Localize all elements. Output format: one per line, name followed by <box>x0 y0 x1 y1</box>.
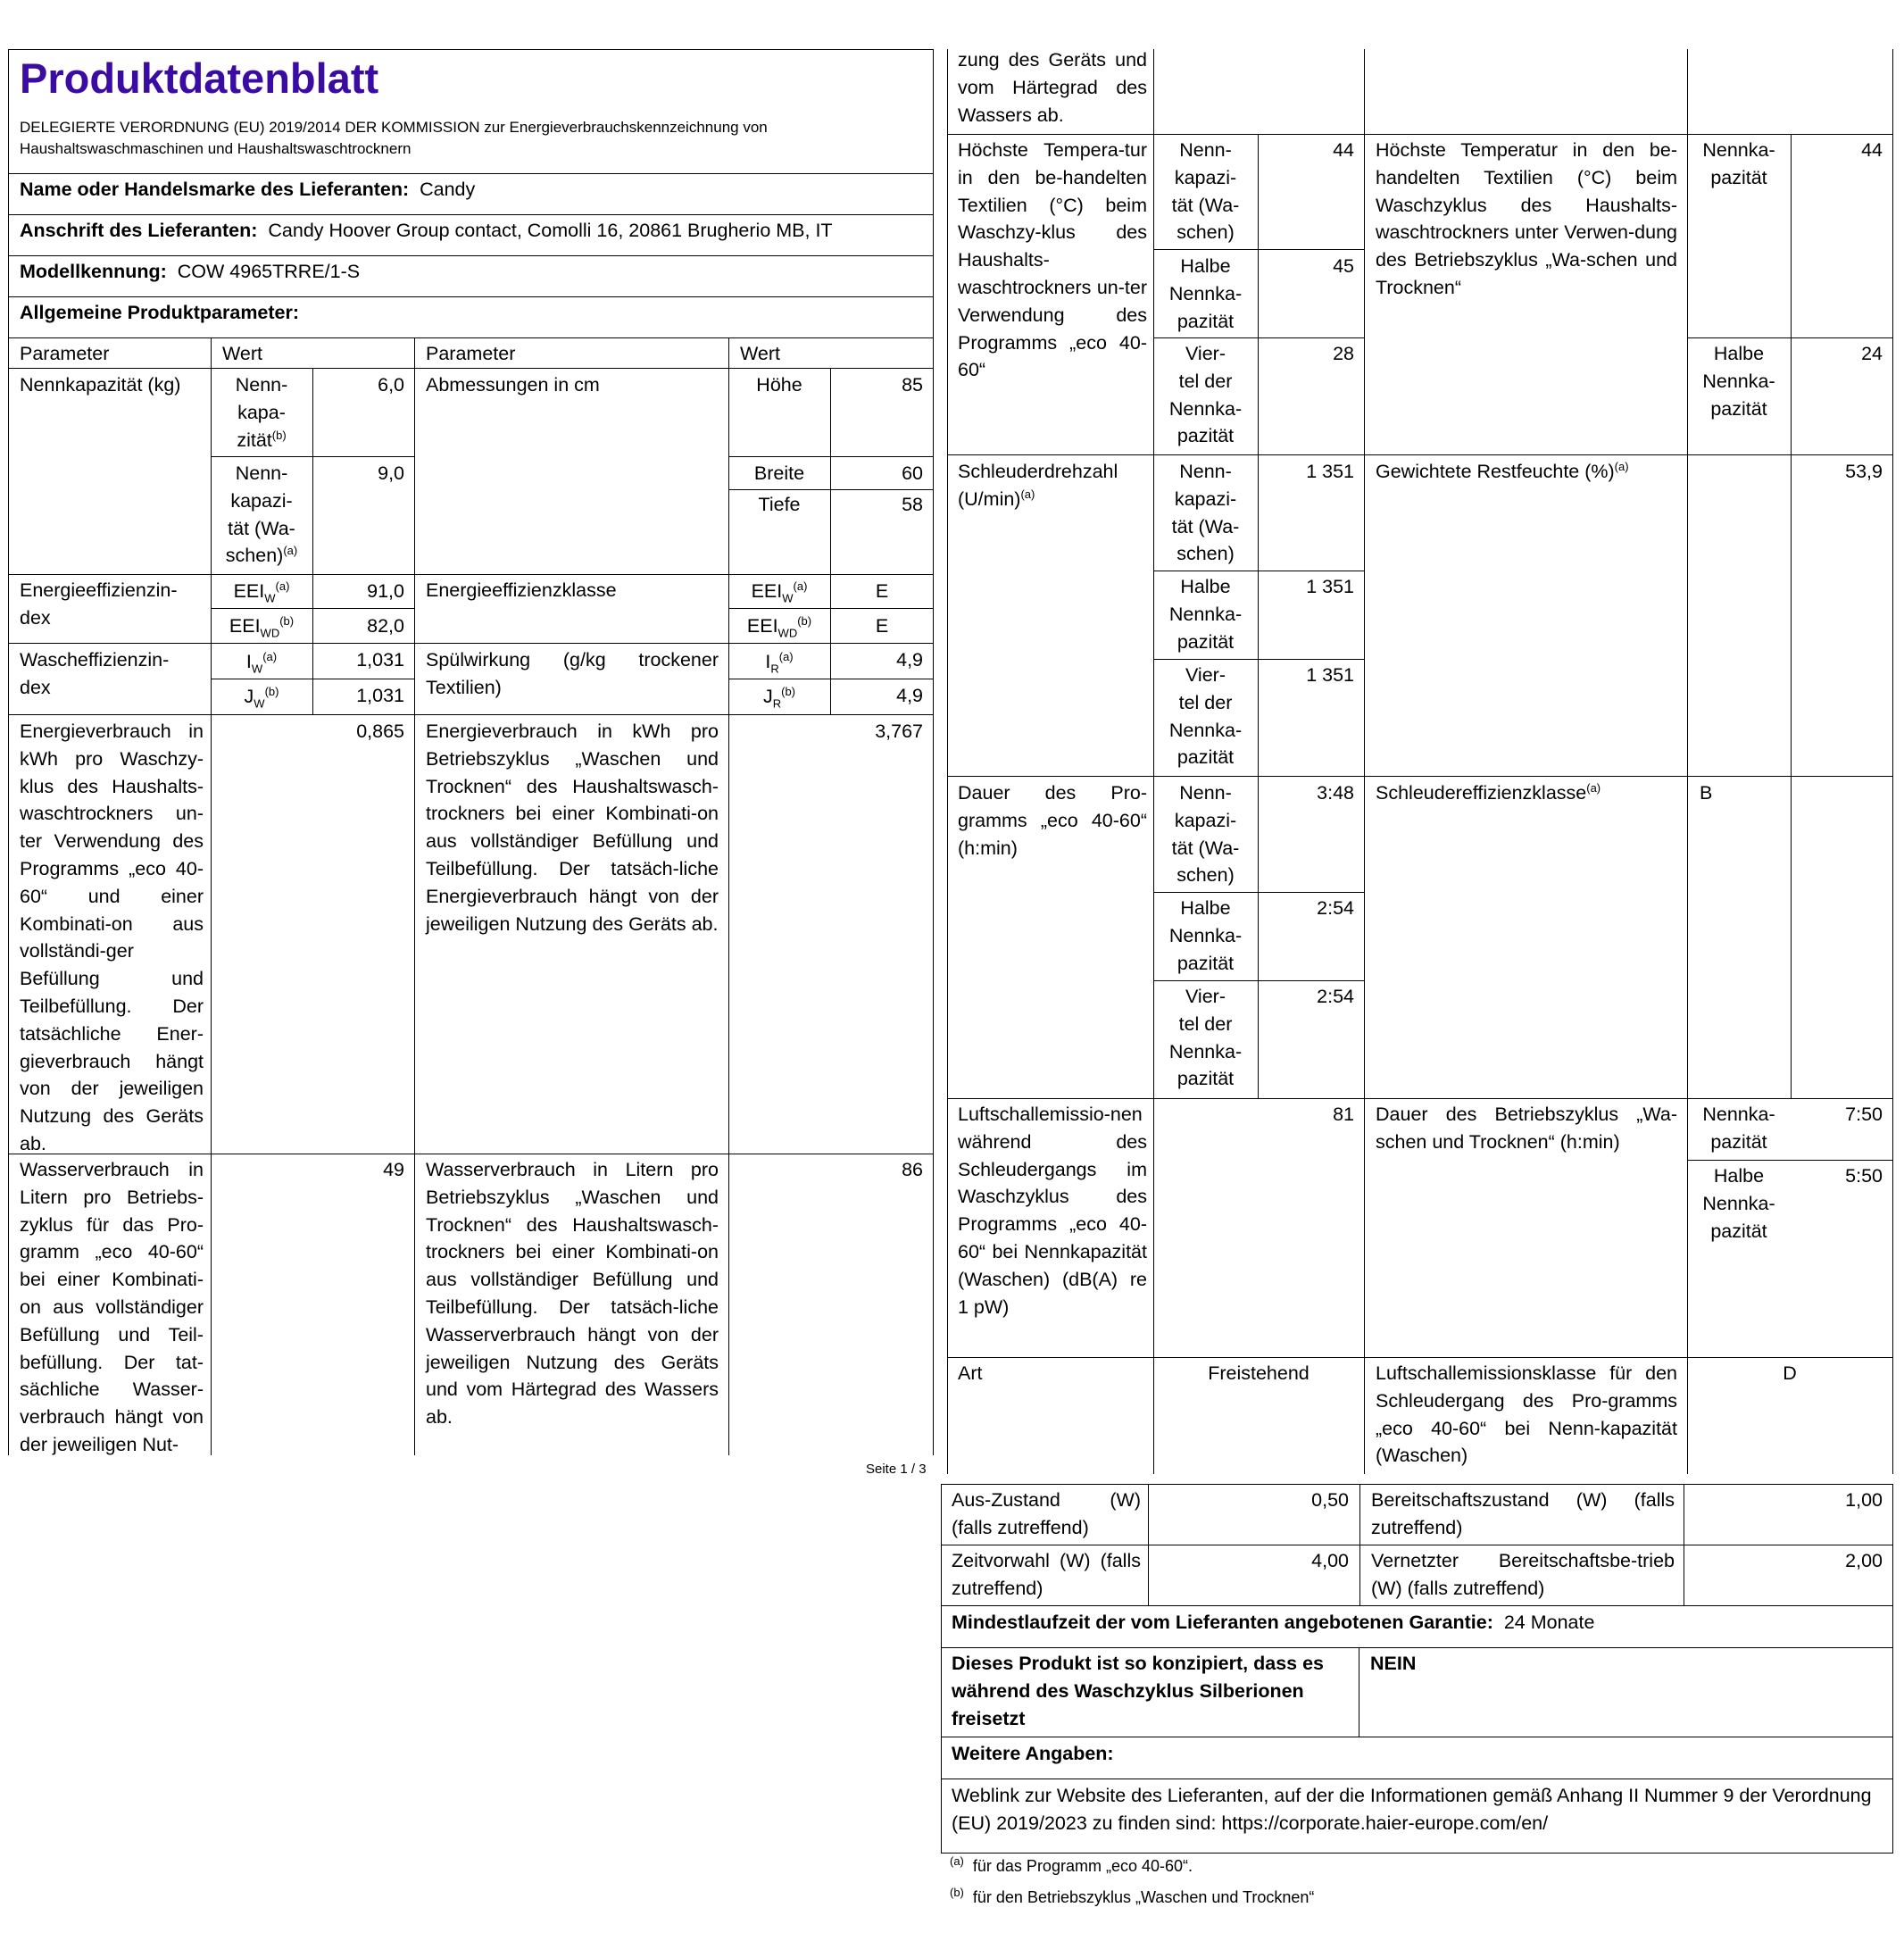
footnote-b-text: für den Betriebszyklus „Waschen und Trocknen“ <box>972 1888 1315 1906</box>
rinse-i-symbol <box>728 648 830 676</box>
divider <box>728 608 934 609</box>
page-title: Produktdatenblatt <box>20 54 379 102</box>
warranty-row <box>952 1609 1880 1637</box>
eclass-wd-sup: (b) <box>797 613 812 628</box>
network-value: 2,00 <box>1845 1550 1883 1571</box>
eei-wd-value: 82,0 <box>367 615 404 637</box>
delay-label: Zeitvorwahl (W) (falls zutreffend) <box>952 1550 1141 1599</box>
energy-cycle-text: Energieverbrauch in kWh pro Betriebszyklus „Waschen und Trocknen“ des Haushaltswasch-trockners bei einer Kombinati-on aus vollständiger Befüllung und Teilbefüllung. Der tatsäch-liche Energieverbrauch hängt von der jeweiligen Nutzung des Geräts ab. <box>426 721 719 935</box>
height-value: 85 <box>902 374 923 396</box>
spin-class-sup: (a) <box>1586 780 1601 795</box>
water-wash-text: Wasserverbrauch in Litern pro Betriebs-zyklus für das Pro-gramm „eco 40-60“ bei einer Kombinati-on aus vollständiger Befüllung und Teil-befüllung. Der tat-sächliche Wasser-verbrauch hängt von der jeweiligen Nut- <box>20 1159 204 1455</box>
wash-eff-i-symbol <box>211 648 312 676</box>
nominal-sub-1-sup: (b) <box>271 428 287 442</box>
standby-label: Bereitschaftszustand (W) (falls zutreffend) <box>1371 1489 1675 1538</box>
energy-class-label: Energieeffizienzklasse <box>426 579 617 601</box>
nominal-capacity-label: Nennkapazität (kg) <box>20 374 181 396</box>
footnote-b <box>950 1887 1314 1908</box>
eei-w-base: EEI <box>233 580 265 602</box>
divider <box>1687 49 1688 1474</box>
cycle-duration-sub-2: Halbe Nennka- pazität <box>1702 1165 1775 1242</box>
footnote-b-mark: (b) <box>950 1886 964 1899</box>
temp-wash-value-2: 45 <box>1333 255 1354 277</box>
rinse-j-sub: R <box>772 696 782 711</box>
temp-cycle-text: Höchste Temperatur in den be-handelten Textilien (°C) beim Waschzyklus des Haushalts-waschtrockners unter Verwen-dung des Betriebszyklus „Wa-schen und Trocknen“ <box>1376 139 1677 298</box>
page-number: Seite 1 / 3 <box>866 1462 927 1477</box>
moisture-label: Gewichtete Restfeuchte (%) <box>1376 461 1615 482</box>
divider <box>8 214 934 215</box>
divider <box>8 173 934 174</box>
divider <box>1153 659 1364 660</box>
divider <box>8 368 934 369</box>
nominal-sub-1-text: Nenn- kapa- zität <box>235 374 288 451</box>
divider <box>1892 49 1893 1474</box>
cycle-duration-value-1: 7:50 <box>1845 1104 1883 1125</box>
divider <box>941 1647 1893 1648</box>
spin-text <box>958 458 1147 513</box>
eei-wd-symbol <box>211 612 312 640</box>
water-wash-value: 49 <box>383 1159 404 1180</box>
nominal-value-1: 6,0 <box>378 374 404 396</box>
eclass-wd-sub: WD <box>777 626 798 640</box>
divider <box>947 1098 1893 1099</box>
off-mode-value: 0,50 <box>1311 1489 1349 1511</box>
temp-cycle-sub-2: Halbe Nennka- pazität <box>1702 343 1775 420</box>
cycle-duration-sub-1: Nennka- pazität <box>1702 1104 1775 1153</box>
water-cycle-text: Wasserverbrauch in Litern pro Betriebszyklus „Waschen und Trocknen“ des Haushaltswasch-trockners bei einer Kombinati-on aus vollständiger Befüllung und Teilbefüllung. Der tatsäch-liche Wasserverbrauch hängt von der jeweiligen Nutzung des Geräts und vom Härtegrad des Wassers ab. <box>426 1159 719 1429</box>
spin-value-2: 1 351 <box>1306 576 1354 597</box>
wash-eff-i-value: 1,031 <box>356 649 404 671</box>
water-cycle-value: 86 <box>902 1159 923 1180</box>
general-params-heading: Allgemeine Produktparameter: <box>20 302 300 323</box>
dimensions-label: Abmessungen in cm <box>426 374 600 396</box>
duration-sub-1: Nenn- kapazi- tät (Wa- schen) <box>1171 782 1240 887</box>
footnote-a-text: für das Programm „eco 40-60“. <box>972 1857 1193 1875</box>
spin-sub-3: Vier- tel der Nennka- pazität <box>1168 664 1243 769</box>
moisture-sup: (a) <box>1614 459 1629 473</box>
supplier-row <box>20 176 921 204</box>
network-label: Vernetzter Bereitschaftsbe-trieb (W) (falls zutreffend) <box>1371 1550 1675 1599</box>
eei-wd-sup: (b) <box>279 613 295 628</box>
standby-value: 1,00 <box>1845 1489 1883 1511</box>
eei-w-sup: (a) <box>275 579 290 593</box>
rinse-label: Spülwirkung (g/kg trockener Textilien) <box>426 649 719 698</box>
divider <box>947 49 948 1474</box>
rinse-j-value: 4,9 <box>896 685 923 706</box>
silver-label: Dieses Produkt ist so konzipiert, dass es während des Waschzyklus Silberionen freisetzt <box>952 1653 1325 1729</box>
temp-wash-text: Höchste Tempera-tur in den be-handelten Textilien (°C) beim Waschzy-klus des Haushalts-waschtrockners un-ter Verwendung des Programms „eco 40-60“ <box>958 139 1147 381</box>
address-label: Anschrift des Lieferanten: <box>20 220 258 241</box>
temp-cycle-sub-1: Nennka- pazität <box>1702 139 1775 188</box>
divider <box>1687 337 1892 338</box>
divider <box>1153 892 1364 893</box>
eei-wd-base: EEI <box>229 615 261 637</box>
eei-w-sub: W <box>264 591 276 605</box>
eclass-wd-value: E <box>875 615 889 637</box>
temp-cycle-value-2: 24 <box>1861 343 1883 364</box>
divider <box>8 255 934 256</box>
eclass-w-value: E <box>875 580 889 602</box>
nominal-sub-2 <box>211 460 312 570</box>
divider <box>8 714 934 715</box>
divider <box>1687 1160 1892 1161</box>
wash-eff-j-sup: (b) <box>264 684 279 698</box>
supplier-label: Name oder Handelsmarke des Lieferanten: <box>20 179 410 200</box>
noise-text: Luftschallemissio-nen während des Schleudergangs im Waschzyklus des Programms „eco 40-60“ bei Nennkapazität (Waschen) (dB(A) re 1 pW) <box>958 1104 1147 1318</box>
spin-value-1: 1 351 <box>1306 461 1354 482</box>
moisture-value: 53,9 <box>1845 461 1883 482</box>
footnote-a <box>950 1855 1193 1877</box>
spin-label: Schleuderdrehzahl (U/min) <box>958 461 1118 510</box>
eei-label: Energieeffizienzin- dex <box>20 579 178 629</box>
wash-eff-i-base: I <box>245 651 252 672</box>
warranty-label: Mindestlaufzeit der vom Lieferanten angebotenen Garantie: <box>952 1612 1493 1633</box>
depth-value: 58 <box>902 494 923 515</box>
duration-text: Dauer des Pro-gramms „eco 40-60“ (h:min) <box>958 782 1147 859</box>
rinse-i-value: 4,9 <box>896 649 923 671</box>
model-value: COW 4965TRRE/1-S <box>177 261 361 282</box>
wash-eff-j-base: J <box>244 686 254 707</box>
rinse-j-base: J <box>762 686 773 707</box>
duration-sub-2: Halbe Nennka- pazität <box>1168 897 1243 974</box>
width-value: 60 <box>902 462 923 484</box>
cycle-duration-value-2: 5:50 <box>1845 1165 1883 1187</box>
noise-value: 81 <box>1333 1104 1354 1125</box>
divider <box>414 337 415 1455</box>
divider <box>1153 980 1364 981</box>
cycle-duration-text: Dauer des Betriebszyklus „Wa-schen und Trocknen“ (h:min) <box>1376 1104 1677 1153</box>
header-param-1: Parameter <box>20 343 110 364</box>
divider <box>1359 1484 1360 1605</box>
address-row <box>20 217 921 245</box>
model-row <box>20 258 921 286</box>
duration-value-2: 2:54 <box>1317 897 1354 919</box>
energy-wash-value: 0,865 <box>356 721 404 742</box>
nominal-value-2: 9,0 <box>378 462 404 484</box>
off-mode-label: Aus-Zustand (W) (falls zutreffend) <box>952 1489 1141 1538</box>
noise-class-value: D <box>1783 1362 1797 1384</box>
header-param-2: Parameter <box>426 343 516 364</box>
divider <box>947 134 1893 135</box>
divider <box>947 454 1893 455</box>
energy-wash-text: Energieverbrauch in kWh pro Waschzy-klus des Haushalts-waschtrockners un-ter Verwendung des Programms „eco 40-60“ und einer Kombinati-on aus vollständi-ger Befüllung und Teilbefüllung. Der tatsächliche Ener-gieverbrauch hängt von der jeweiligen Nutzung des Geräts ab. <box>20 721 204 1154</box>
model-label: Modellkennung: <box>20 261 167 282</box>
divider <box>1791 134 1792 1099</box>
wash-eff-j-symbol <box>211 683 312 711</box>
spin-class-label: Schleudereffizienzklasse <box>1376 782 1587 804</box>
spin-class-value: B <box>1700 782 1713 804</box>
divider <box>728 489 934 490</box>
divider <box>941 1605 1893 1606</box>
eclass-w-symbol <box>728 578 830 605</box>
eei-w-symbol <box>211 578 312 605</box>
divider <box>1153 249 1364 250</box>
divider <box>8 296 934 297</box>
wash-eff-i-sup: (a) <box>262 649 278 663</box>
divider <box>1153 337 1364 338</box>
energy-cycle-value: 3,767 <box>875 721 923 742</box>
rinse-i-sup: (a) <box>778 649 794 663</box>
nominal-sub-2-text: Nenn- kapazi- tät (Wa- schen) <box>225 462 295 567</box>
more-info-heading: Weitere Angaben: <box>952 1743 1114 1764</box>
footnote-a-mark: (a) <box>950 1854 964 1868</box>
temp-wash-sub-3: Vier- tel der Nennka- pazität <box>1168 343 1243 447</box>
eclass-wd-base: EEI <box>746 615 778 637</box>
spin-sup: (a) <box>1020 487 1035 501</box>
height-label: Höhe <box>756 374 802 396</box>
rinse-j-sup: (b) <box>781 684 796 698</box>
water-wash-continued: zung des Geräts und vom Härtegrad des Wassers ab. <box>958 49 1147 126</box>
eei-w-value: 91,0 <box>367 580 404 602</box>
wash-eff-j-sub: W <box>254 696 265 711</box>
divider <box>947 776 1893 777</box>
divider <box>8 574 934 575</box>
wash-eff-label: Wascheffizienzin- dex <box>20 649 170 698</box>
divider <box>947 1357 1893 1358</box>
supplier-value: Candy <box>420 179 476 200</box>
type-label: Art <box>958 1362 983 1384</box>
depth-label: Tiefe <box>758 494 801 515</box>
regulation-text: DELEGIERTE VERORDNUNG (EU) 2019/2014 DER KOMMISSION zur Energieverbrauchskennzeichnung von Haushaltswaschmaschinen und Haushaltswaschtrocknern <box>20 119 768 157</box>
wash-eff-j-value: 1,031 <box>356 685 404 706</box>
warranty-value: 24 Monate <box>1503 1612 1595 1633</box>
eclass-w-sup: (a) <box>793 579 808 593</box>
header-value-2: Wert <box>740 343 780 364</box>
eclass-w-sub: W <box>782 591 794 605</box>
nominal-sub-2-sup: (a) <box>283 544 298 558</box>
temp-wash-sub-2: Halbe Nennka- pazität <box>1168 255 1243 332</box>
moisture-text <box>1376 458 1677 486</box>
temp-wash-value-1: 44 <box>1333 139 1354 161</box>
divider <box>1364 49 1365 1474</box>
type-value: Freistehend <box>1208 1362 1310 1384</box>
header-value-1: Wert <box>222 343 262 364</box>
temp-wash-sub-1: Nenn- kapazi- tät (Wa- schen) <box>1171 139 1240 244</box>
noise-class-text: Luftschallemissionsklasse für den Schleudergang des Pro-gramms „eco 40-60“ bei Nenn-kapazität (Waschen) <box>1376 1362 1677 1467</box>
temp-wash-value-3: 28 <box>1333 343 1354 364</box>
spin-value-3: 1 351 <box>1306 664 1354 686</box>
eei-wd-sub: WD <box>260 626 280 640</box>
temp-cycle-value-1: 44 <box>1861 139 1883 161</box>
duration-sub-3: Vier- tel der Nennka- pazität <box>1168 986 1243 1090</box>
rinse-j-symbol <box>728 683 830 711</box>
duration-value-3: 2:54 <box>1317 986 1354 1007</box>
width-label: Breite <box>753 462 805 484</box>
spin-class-text <box>1376 779 1677 807</box>
eclass-wd-symbol <box>728 612 830 640</box>
spin-sub-2: Halbe Nennka- pazität <box>1168 576 1243 653</box>
rinse-i-sub: R <box>770 662 779 676</box>
eclass-w-base: EEI <box>751 580 783 602</box>
silver-value: NEIN <box>1370 1653 1417 1674</box>
address-value: Candy Hoover Group contact, Comolli 16, 20861 Brugherio MB, IT <box>268 220 833 241</box>
divider <box>728 456 934 457</box>
wash-eff-i-sub: W <box>251 662 263 676</box>
divider <box>8 337 934 338</box>
rinse-i-base: I <box>765 651 771 672</box>
spin-sub-1: Nenn- kapazi- tät (Wa- schen) <box>1171 461 1240 565</box>
divider <box>8 643 934 644</box>
delay-value: 4,00 <box>1311 1550 1349 1571</box>
nominal-sub-1 <box>211 371 312 454</box>
weblink-text: Weblink zur Website des Lieferanten, auf der die Informationen gemäß Anhang II Nummer 9 der Verordnung (EU) 2019/2023 zu finden sind: https://corporate.haier-europe.com/en/ <box>952 1785 1872 1834</box>
duration-value-1: 3:48 <box>1317 782 1354 804</box>
